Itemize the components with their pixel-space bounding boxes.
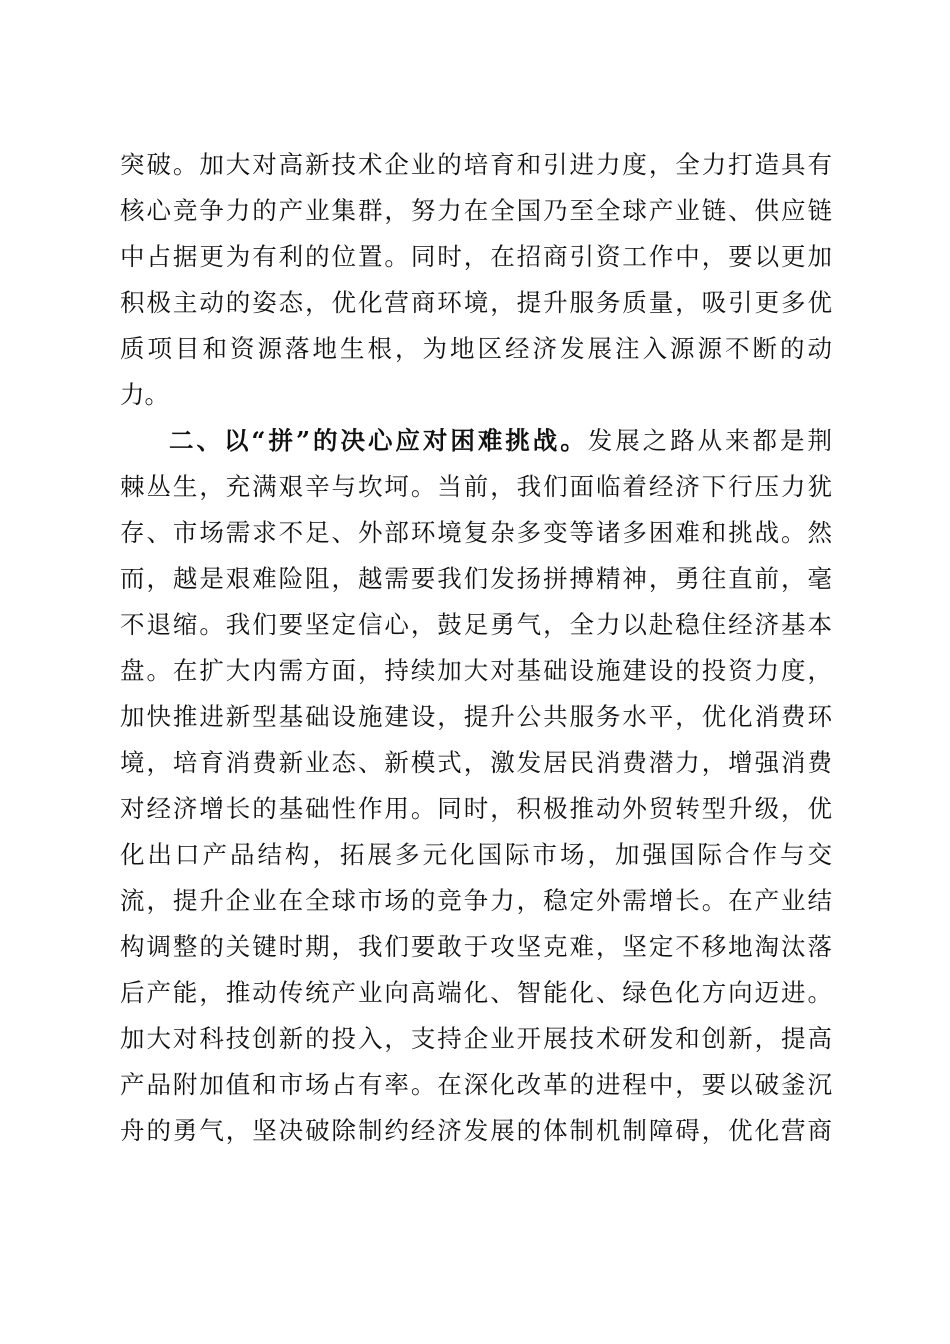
- section-heading: 二、以“拼”的决心应对困难挑战。: [169, 426, 588, 455]
- paragraph-line: 中占据更为有利的位置。同时，在招商引资工作中，要以更加: [120, 242, 832, 271]
- paragraph-line: 存、市场需求不足、外部环境复杂多变等诸多困难和挑战。然: [120, 518, 832, 547]
- paragraph-line: 质项目和资源落地生根，为地区经济发展注入源源不断的动: [120, 334, 832, 363]
- paragraph-line: 舟的勇气，坚决破除制约经济发展的体制机制障碍，优化营商: [120, 1116, 832, 1145]
- paragraph-line: 力。: [120, 380, 169, 409]
- paragraph-line: 构调整的关键时期，我们要敢于攻坚克难，坚定不移地淘汰落: [120, 932, 832, 961]
- paragraph-line: 不退缩。我们要坚定信心，鼓足勇气，全力以赴稳住经济基本: [120, 610, 832, 639]
- paragraph-line: 加快推进新型基础设施建设，提升公共服务水平，优化消费环: [120, 702, 832, 731]
- paragraph-2: [120, 418, 832, 1154]
- paragraph-1: [120, 142, 832, 418]
- paragraph-line: 对经济增长的基础性作用。同时，积极推动外贸转型升级，优: [120, 794, 832, 823]
- paragraph-line: 突破。加大对高新技术企业的培育和引进力度，全力打造具有: [120, 150, 832, 179]
- paragraph-line: 流，提升企业在全球市场的竞争力，稳定外需增长。在产业结: [120, 886, 832, 915]
- paragraph-line: 化出口产品结构，拓展多元化国际市场，加强国际合作与交: [120, 840, 832, 869]
- heading-line-rest: 发展之路从来都是荆: [587, 426, 833, 455]
- paragraph-line: 棘丛生，充满艰辛与坎坷。当前，我们面临着经济下行压力犹: [120, 472, 832, 501]
- paragraph-line: 而，越是艰难险阻，越需要我们发扬拼搏精神，勇往直前，毫: [120, 564, 832, 593]
- paragraph-line: 后产能，推动传统产业向高端化、智能化、绿色化方向迈进。: [120, 978, 832, 1007]
- paragraph-line: 产品附加值和市场占有率。在深化改革的进程中，要以破釜沉: [120, 1070, 832, 1099]
- document-body: [120, 142, 832, 1154]
- paragraph-line: 核心竞争力的产业集群，努力在全国乃至全球产业链、供应链: [120, 196, 832, 225]
- paragraph-first-line: [120, 418, 832, 464]
- paragraph-line: 加大对科技创新的投入，支持企业开展技术研发和创新，提高: [120, 1024, 832, 1053]
- paragraph-line: 积极主动的姿态，优化营商环境，提升服务质量，吸引更多优: [120, 288, 832, 317]
- paragraph-line: 盘。在扩大内需方面，持续加大对基础设施建设的投资力度，: [120, 656, 832, 685]
- paragraph-line: 境，培育消费新业态、新模式，激发居民消费潜力，增强消费: [120, 748, 832, 777]
